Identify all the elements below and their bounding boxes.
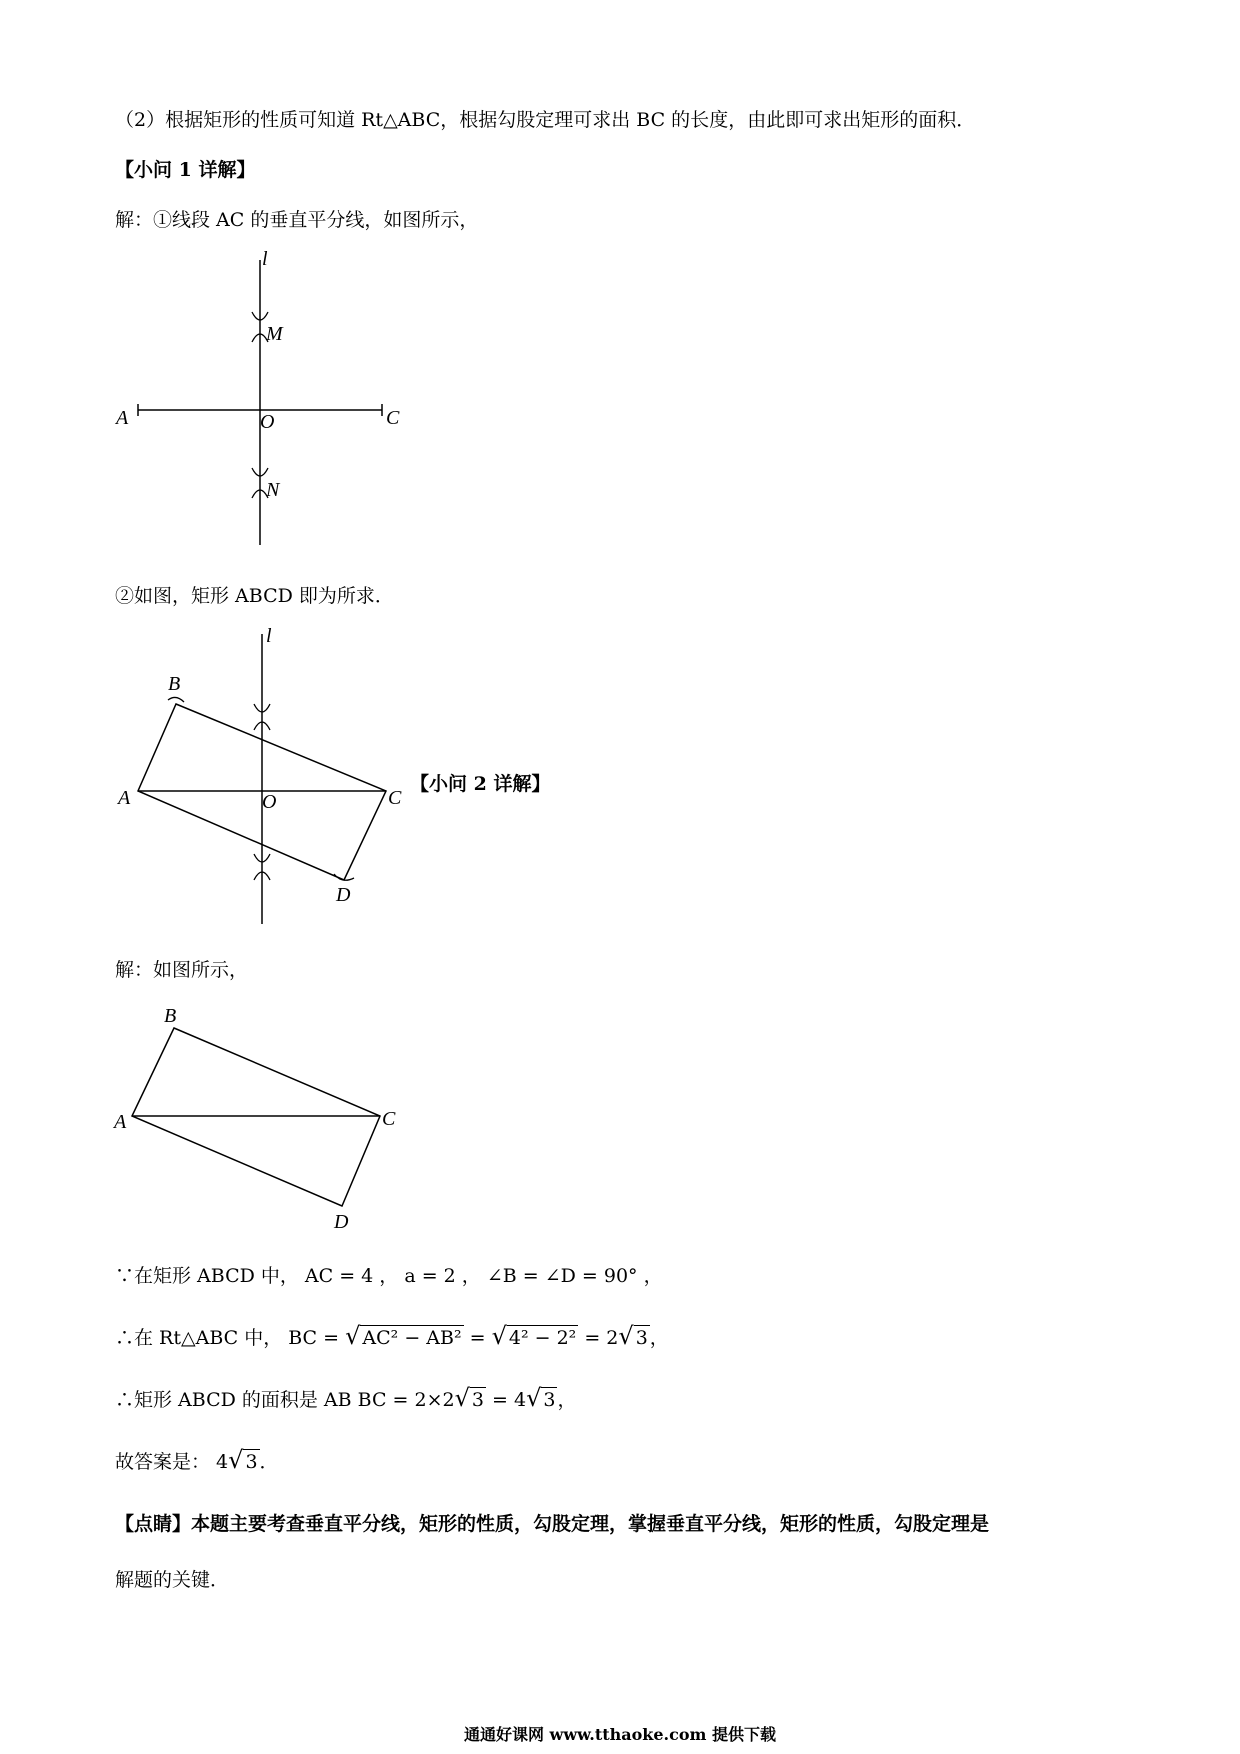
radicand-6: 3: [245, 1451, 258, 1473]
label-l: l: [266, 625, 272, 647]
section-heading-part2: 【小问 2 详解】: [410, 773, 551, 795]
label-l: l: [262, 248, 268, 270]
rectangle-abcd: [132, 1028, 380, 1206]
text-period: ．: [259, 1451, 279, 1473]
radical-sign: √: [454, 1384, 470, 1412]
radical-sign: √: [618, 1322, 634, 1350]
text-line-figure2-caption: ②如图，矩形 ABCD 即为所求．: [115, 585, 394, 607]
text-line-area: [115, 1384, 577, 1414]
label-c: C: [382, 1108, 396, 1130]
text-line-comment-end: 解题的关键．: [115, 1569, 230, 1591]
text-comma: ，: [557, 1389, 577, 1411]
label-n: N: [266, 479, 280, 501]
text-equals-3: = 4: [486, 1389, 527, 1411]
label-a: A: [118, 787, 131, 809]
label-o: O: [260, 411, 275, 433]
label-a: A: [116, 407, 129, 429]
text-line-given: ∵在矩形 ABCD 中， AC = 4 ， a = 2 ， ∠B = ∠D = 90° ，: [115, 1265, 663, 1287]
radicand-2: 4² − 2²: [508, 1327, 577, 1349]
radical-sign: √: [526, 1384, 542, 1412]
text-answer-prefix: 故答案是： 4: [115, 1451, 229, 1473]
radicand-1: AC² − AB²: [362, 1327, 462, 1349]
radical-sign: √: [228, 1446, 244, 1474]
label-o: O: [262, 791, 277, 813]
label-c: C: [386, 407, 400, 429]
label-a: A: [114, 1111, 127, 1133]
label-d: D: [336, 884, 351, 906]
text-bc-prefix: ∴在 Rt△ABC 中， BC =: [115, 1327, 346, 1349]
text-line-bc: [115, 1322, 669, 1352]
text-line-intro: （2）根据矩形的性质可知道 Rt△ABC，根据勾股定理可求出 BC 的长度，由此即可求出矩形的面积．: [115, 109, 976, 131]
figure-rectangle: [110, 1000, 430, 1260]
figure-rectangle-construction: [110, 625, 430, 928]
radicand-4: 3: [471, 1389, 484, 1411]
text-line-solution1: 解：①线段 AC 的垂直平分线，如图所示，: [115, 209, 479, 231]
radical-sign: √: [491, 1322, 507, 1350]
text-area-prefix: ∴矩形 ABCD 的面积是 AB BC = 2×2: [115, 1389, 455, 1411]
radicand-5: 3: [543, 1389, 556, 1411]
page-footer: 通通好课网 www.tthaoke.com 提供下载: [463, 1725, 777, 1744]
arc-b: [168, 697, 184, 702]
radical-sign: √: [345, 1322, 361, 1350]
text-equals-1: =: [463, 1327, 492, 1349]
text-line-comment: [115, 1510, 989, 1538]
label-b: B: [164, 1005, 177, 1027]
text-equals-2: = 2: [578, 1327, 619, 1349]
label-c: C: [388, 787, 402, 809]
label-b: B: [168, 673, 181, 695]
text-comma: ，: [649, 1327, 669, 1349]
radicand-3: 3: [635, 1327, 648, 1349]
figure-perpendicular-bisector: [110, 250, 410, 550]
label-d: D: [334, 1211, 349, 1233]
text-line-solution2: 解：如图所示，: [115, 959, 249, 981]
section-heading-part1: 【小问 1 详解】: [115, 159, 256, 181]
text-line-answer: [115, 1446, 279, 1476]
text-comment: 【点睛】本题主要考查垂直平分线，矩形的性质，勾股定理，掌握垂直平分线，矩形的性质，勾股定理是: [115, 1513, 990, 1535]
label-m: M: [266, 323, 283, 345]
